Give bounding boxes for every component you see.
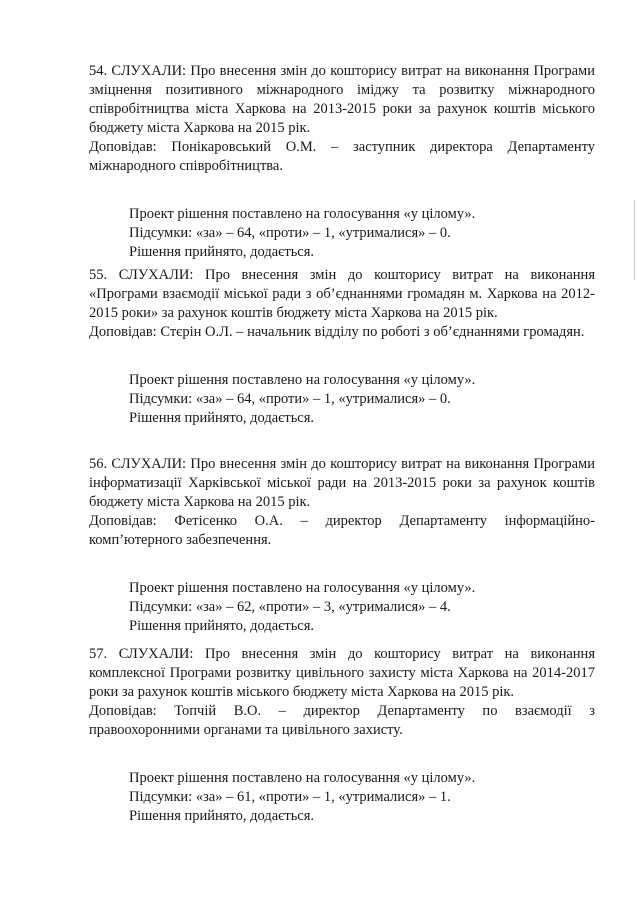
vote-block [129, 769, 595, 826]
vote-put-line: Проект рішення поставлено на голосування «у цілому». [129, 770, 476, 786]
vote-result-line: Підсумки: «за» – 64, «проти» – 1, «утрималися» – 0. [129, 391, 451, 407]
vote-block [129, 205, 595, 262]
heard-paragraph: 55. СЛУХАЛИ: Про внесення змін до кошторису витрат на виконання «Програми взаємодії міської ради з об’єднаннями громадян м. Харкова на 2012-2015 роки» за рахунок коштів бюджету міста Харкова на 2015 рік. [89, 267, 595, 321]
agenda-item-55 [89, 266, 595, 428]
decision-line: Рішення прийнято, додається. [129, 808, 315, 824]
vote-put-line: Проект рішення поставлено на голосування «у цілому». [129, 372, 476, 388]
vote-put-line: Проект рішення поставлено на голосування «у цілому». [129, 206, 476, 222]
vote-result-line: Підсумки: «за» – 61, «проти» – 1, «утрималися» – 1. [129, 789, 451, 805]
decision-line: Рішення прийнято, додається. [129, 244, 315, 260]
heard-paragraph: 54. СЛУХАЛИ: Про внесення змін до кошторису витрат на виконання Програми зміцнення позитивного міжнародного іміджу та розвитку міжнародного співробітництва міста Харкова на 2013-2015 роки за рахунок коштів міського бюджету міста Харкова на 2015 рік. [89, 63, 595, 136]
decision-line: Рішення прийнято, додається. [129, 618, 315, 634]
heard-paragraph: 56. СЛУХАЛИ: Про внесення змін до кошторису витрат на виконання Програми інформатизації Харківської міської ради на 2013-2015 роки за рахунок коштів бюджету міста Харкова на 2015 рік. [89, 456, 595, 510]
decision-line: Рішення прийнято, додається. [129, 410, 315, 426]
speaker-paragraph: Доповідав: Фетісенко О.А. – директор Департаменту інформаційно-комп’ютерного забезпечення. [89, 513, 595, 548]
heard-paragraph: 57. СЛУХАЛИ: Про внесення змін до кошторису витрат на виконання комплексної Програми розвитку цивільного захисту міста Харкова на 2014-2017 роки за рахунок коштів міського бюджету міста Харкова на 2015 рік. [89, 646, 595, 700]
agenda-item-54 [89, 62, 595, 262]
speaker-paragraph: Доповідав: Стєрін О.Л. – начальник відділу по роботі з об’єднаннями громадян. [89, 324, 585, 340]
vote-block [129, 579, 595, 636]
agenda-item-57 [89, 645, 595, 826]
vote-result-line: Підсумки: «за» – 62, «проти» – 3, «утрималися» – 4. [129, 599, 451, 615]
vote-put-line: Проект рішення поставлено на голосування «у цілому». [129, 580, 476, 596]
vote-result-line: Підсумки: «за» – 64, «проти» – 1, «утрималися» – 0. [129, 225, 451, 241]
scan-edge-mark [634, 200, 635, 280]
speaker-paragraph: Доповідав: Понікаровський О.М. – заступник директора Департаменту міжнародного співробітництва. [89, 139, 595, 174]
agenda-item-56 [89, 455, 595, 636]
speaker-paragraph: Доповідав: Топчій В.О. – директор Департаменту по взаємодії з правоохоронними органами та цивільного захисту. [89, 703, 595, 738]
vote-block [129, 371, 595, 428]
